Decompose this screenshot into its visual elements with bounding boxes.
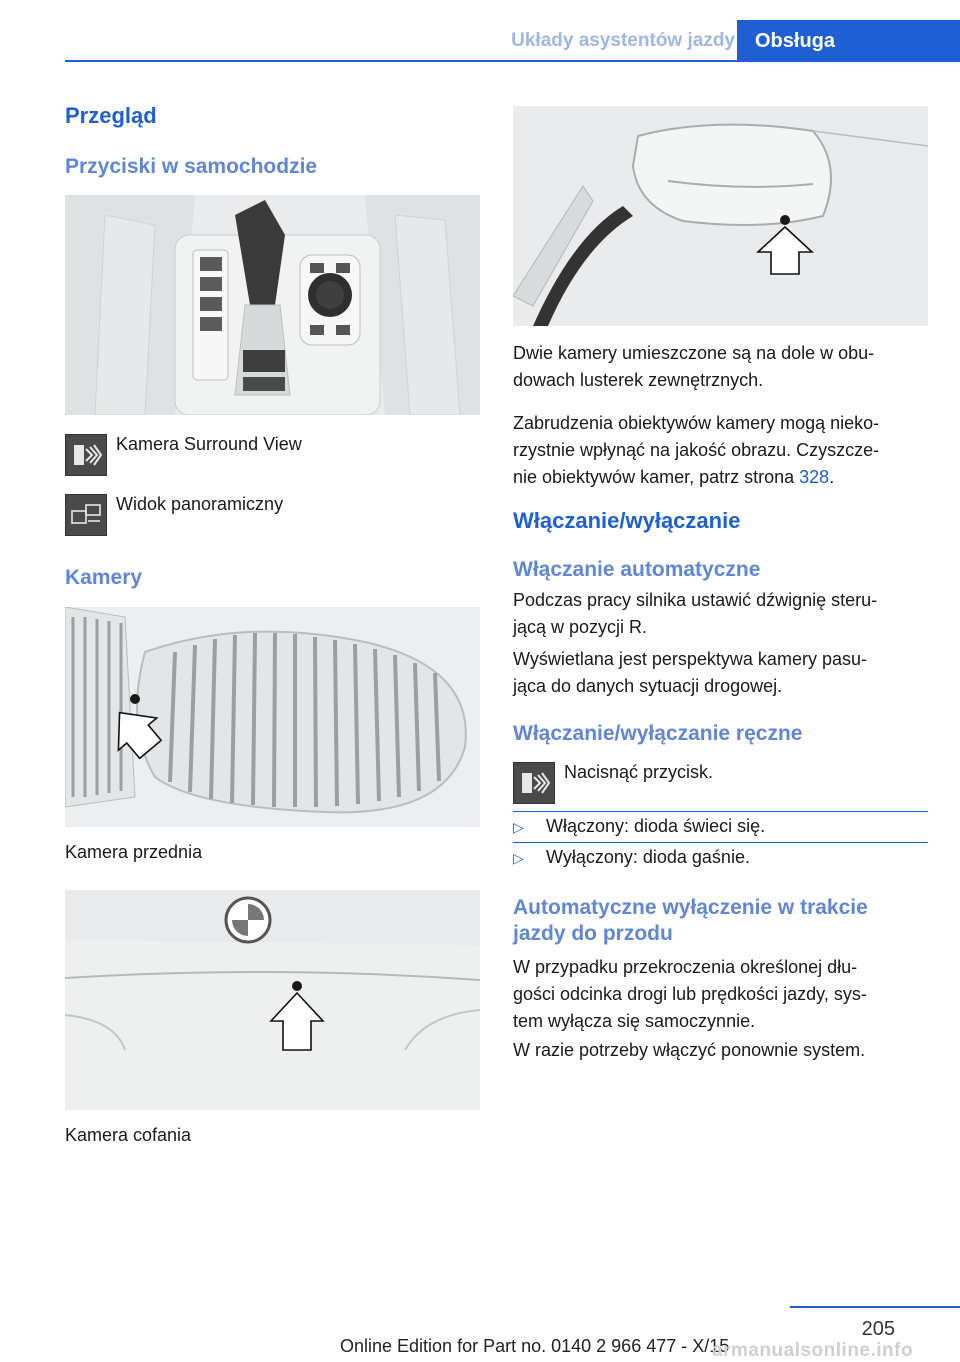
triangle-right-icon: ▷ <box>513 819 524 835</box>
front-camera-caption: Kamera przednia <box>65 842 203 862</box>
manual-heading: Włączanie/wyłączanie ręczne <box>513 722 803 745</box>
rear-camera-image <box>65 890 480 1110</box>
parking-camera-icon <box>65 434 107 476</box>
cameras-heading: Kamery <box>65 566 143 589</box>
panorama-view-icon <box>65 494 107 536</box>
auto-off-para-line2: gości odcinka drogi lub prędkości jazdy, sys- <box>513 984 867 1004</box>
footer-rule <box>790 1306 960 1308</box>
bullet-off: Wyłączony: dioda gaśnie. <box>546 847 750 867</box>
restart-para: W razie potrzeby włączyć ponownie system. <box>513 1040 866 1060</box>
button-label-panorama: Widok panoramiczny <box>116 494 284 514</box>
page-link-328[interactable]: 328 <box>799 467 830 487</box>
cleaning-para-period: . <box>829 467 835 487</box>
auto-off-heading-line2: jazdy do przodu <box>513 922 673 945</box>
page-number: 205 <box>861 1318 895 1340</box>
header-tab-label: Obsługa <box>755 30 836 52</box>
manual-instruction: Nacisnąć przycisk. <box>564 762 714 782</box>
bullet-divider <box>513 842 928 843</box>
header-rule <box>65 60 960 62</box>
bullet-divider <box>513 811 928 812</box>
button-label-surround-view: Kamera Surround View <box>116 434 302 454</box>
auto-on-heading: Włączanie automatyczne <box>513 558 761 581</box>
front-camera-image <box>65 607 480 827</box>
parking-camera-button-icon <box>513 762 555 804</box>
auto-para-line2: jącą w pozycji R. <box>513 617 648 637</box>
center-console-image <box>65 195 480 415</box>
buttons-heading: Przyciski w samochodzie <box>65 155 318 178</box>
auto-para-line3: Wyświetlana jest perspektywa kamery pasu- <box>513 649 867 669</box>
auto-off-para-line3: tem wyłącza się samoczynnie. <box>513 1011 756 1031</box>
page-title: Przegląd <box>65 103 157 128</box>
rear-camera-caption: Kamera cofania <box>65 1125 192 1145</box>
bullet-on: Włączony: dioda świeci się. <box>546 816 766 836</box>
edition-text: Online Edition for Part no. 0140 2 966 477 - X/15 <box>340 1336 730 1356</box>
onoff-heading: Włączanie/wyłączanie <box>513 508 741 533</box>
auto-para-line4: jąca do danych sytuacji drogowej. <box>513 676 783 696</box>
auto-para-line1: Podczas pracy silnika ustawić dźwignię steru- <box>513 590 878 610</box>
mirror-camera-para-line1: Dwie kamery umieszczone są na dole w obu- <box>513 343 875 363</box>
cleaning-para-line3 <box>513 464 834 491</box>
mirror-camera-para-line2: dowach lusterek zewnętrznych. <box>513 370 764 390</box>
cleaning-para-text: nie obiektywów kamer, patrz strona <box>513 467 800 487</box>
watermark: armanualsonline.info <box>712 1340 914 1361</box>
triangle-right-icon: ▷ <box>513 850 524 866</box>
auto-off-para-line1: W przypadku przekroczenia określonej dłu- <box>513 957 858 977</box>
side-mirror-image <box>513 106 928 326</box>
cleaning-para-line2: rzystnie wpłynąć na jakość obrazu. Czyszcze- <box>513 440 880 460</box>
cleaning-para-line1: Zabrudzenia obiektywów kamery mogą nieko- <box>513 413 880 433</box>
header-section-title: Układy asystentów jazdy <box>511 30 735 51</box>
header-tab <box>737 20 960 62</box>
auto-off-heading-line1: Automatyczne wyłączenie w trakcie <box>513 896 868 919</box>
